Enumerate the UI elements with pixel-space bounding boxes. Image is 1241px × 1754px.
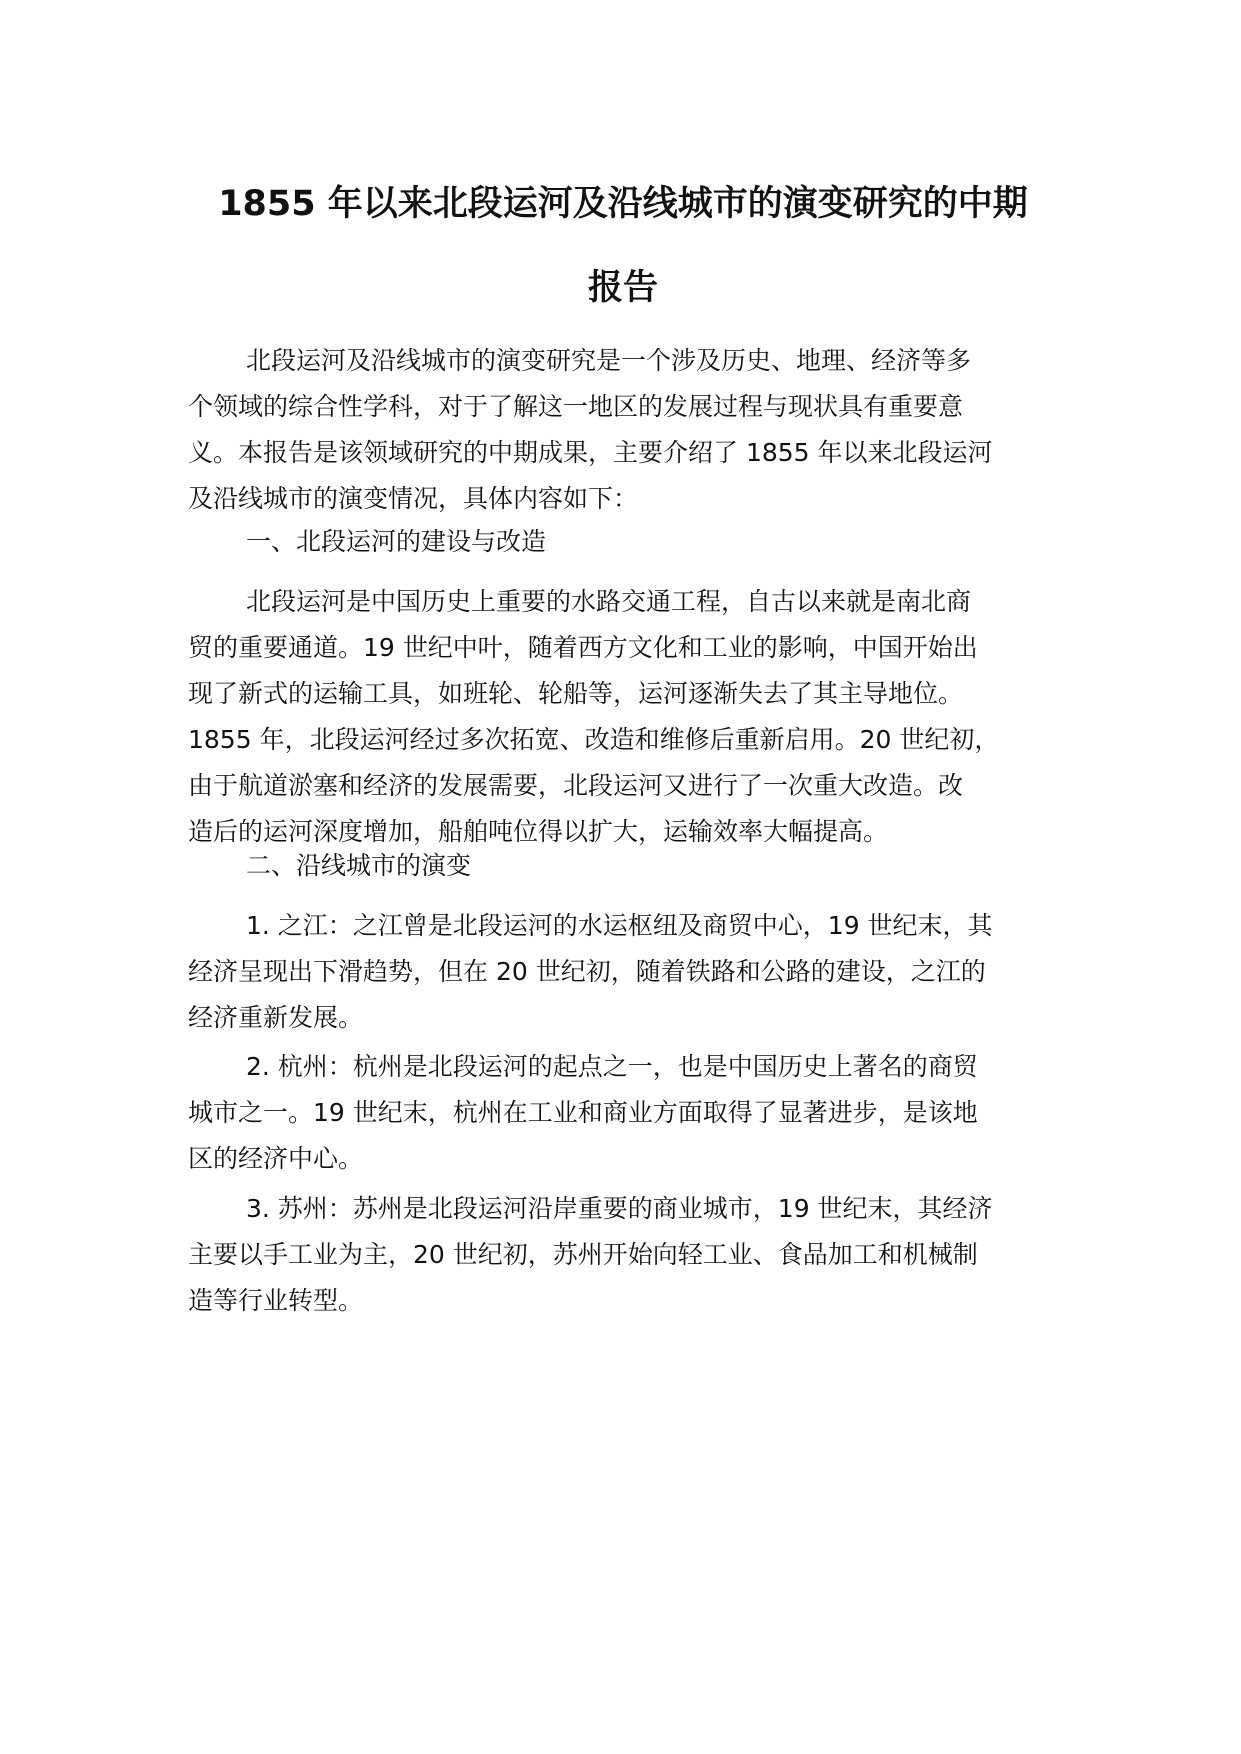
section-heading-text: 二、沿线城市的演变 (246, 851, 472, 880)
paragraph-line: 城市之一。19 世纪末，杭州在工业和商业方面取得了显著进步，是该地 (188, 1098, 978, 1127)
intro-paragraph (188, 338, 1058, 522)
document-title-line-2: 报告 (587, 268, 658, 308)
paragraph-line: 2. 杭州：杭州是北段运河的起点之一，也是中国历史上著名的商贸 (246, 1052, 978, 1081)
section-heading-1 (188, 519, 1058, 565)
paragraph-line: 个领域的综合性学科，对于了解这一地区的发展过程与现状具有重要意 (188, 392, 964, 421)
paragraph-line: 北段运河及沿线城市的演变研究是一个涉及历史、地理、经济等多 (246, 346, 972, 375)
paragraph-line: 经济重新发展。 (188, 1003, 364, 1032)
city-item-zhijiang (188, 903, 1058, 1041)
document-title-line-1: 1855 年以来北段运河及沿线城市的演变研究的中期 (218, 184, 1028, 224)
paragraph-line: 北段运河是中国历史上重要的水路交通工程，自古以来就是南北商 (246, 587, 972, 616)
paragraph-line: 区的经济中心。 (188, 1144, 364, 1173)
paragraph-line: 及沿线城市的演变情况，具体内容如下： (188, 484, 639, 513)
city-item-hangzhou (188, 1044, 1058, 1182)
paragraph-line: 义。本报告是该领域研究的中期成果，主要介绍了 1855 年以来北段运河 (188, 438, 993, 467)
paragraph-line: 现了新式的运输工具，如班轮、轮船等，运河逐渐失去了其主导地位。 (188, 679, 964, 708)
paragraph-line: 造后的运河深度增加，船舶吨位得以扩大，运输效率大幅提高。 (188, 817, 889, 846)
paragraph-line: 1855 年，北段运河经过多次拓宽、改造和维修后重新启用。20 世纪初， (188, 725, 1000, 754)
paragraph-line: 造等行业转型。 (188, 1286, 364, 1315)
paragraph-line: 主要以手工业为主，20 世纪初，苏州开始向轻工业、食品加工和机械制 (188, 1240, 978, 1269)
paragraph-line: 1. 之江：之江曾是北段运河的水运枢纽及商贸中心，19 世纪末，其 (246, 911, 993, 940)
city-item-suzhou (188, 1186, 1058, 1324)
paragraph-line: 经济呈现出下滑趋势，但在 20 世纪初，随着铁路和公路的建设，之江的 (188, 957, 986, 986)
canal-paragraph (188, 579, 1058, 855)
paragraph-line: 3. 苏州：苏州是北段运河沿岸重要的商业城市，19 世纪末，其经济 (246, 1194, 993, 1223)
paragraph-line: 贸的重要通道。19 世纪中叶，随着西方文化和工业的影响，中国开始出 (188, 633, 978, 662)
section-heading-text: 一、北段运河的建设与改造 (246, 527, 547, 556)
paragraph-line: 由于航道淤塞和经济的发展需要，北段运河又进行了一次重大改造。改 (188, 771, 964, 800)
section-heading-2 (188, 843, 1058, 889)
